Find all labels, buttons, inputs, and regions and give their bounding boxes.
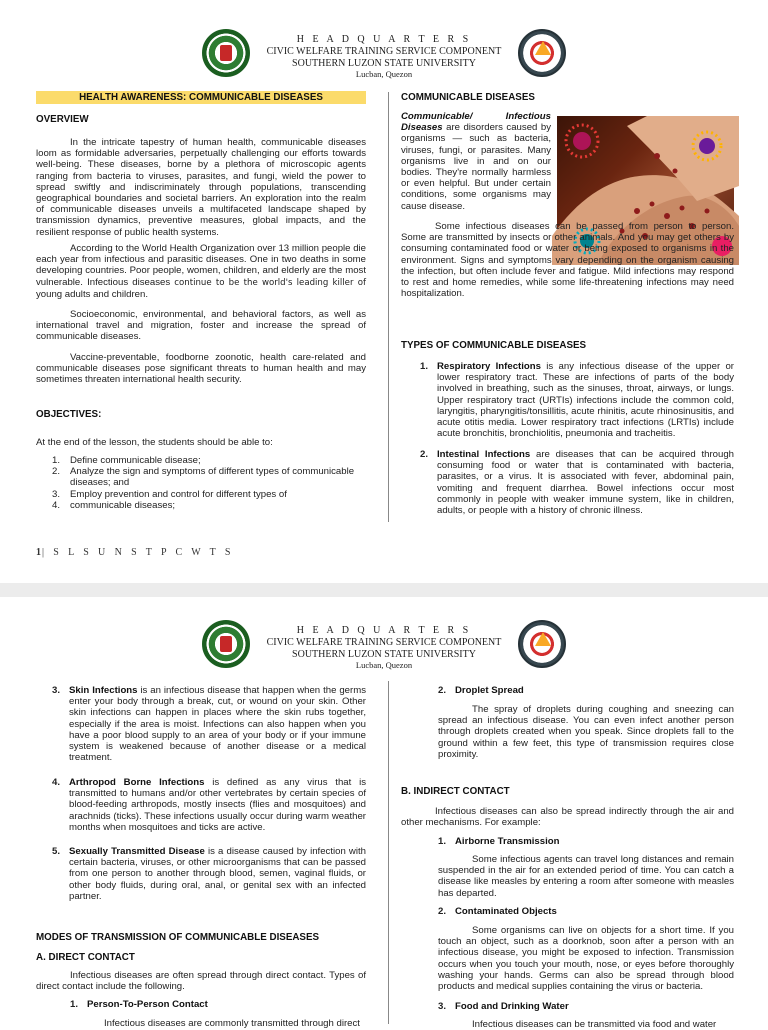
overview-paragraph-3: Socioeconomic, environmental, and behavioral factors, as well as international travel and migration, foster and increase the spread of communicable diseases. <box>36 309 366 343</box>
direct-contact-heading: A. DIRECT CONTACT <box>36 952 135 963</box>
header-line-1: H E A D Q U A R T E R S <box>296 34 472 45</box>
list-item <box>52 489 366 500</box>
cd-definition-text: are disorders caused by organisms — such as bacteria, viruses, fungi, or parasites. Many organisms live in and on our bodies. They're normally harmless or even helpful. But under certain conditions, some organisms may cause disease. <box>401 122 551 212</box>
column-divider <box>388 92 389 522</box>
item-title: Arthropod Borne Infections <box>69 777 205 788</box>
indirect-contact-paragraph: Infectious diseases can also be spread indirectly through the air and other mechanisms. For example: <box>401 806 734 829</box>
header-line-4: Lucban, Quezon <box>355 660 413 670</box>
header-line-1: H E A D Q U A R T E R S <box>296 625 472 636</box>
header-line-3: SOUTHERN LUZON STATE UNIVERSITY <box>292 648 476 660</box>
list-item <box>52 466 366 488</box>
header-text <box>250 625 518 671</box>
overview-paragraph-2 <box>36 243 366 300</box>
item-number: 2. <box>438 685 447 696</box>
list-number: 4. <box>52 499 61 511</box>
item-number: 4. <box>52 777 61 788</box>
item-number: 1. <box>70 999 79 1010</box>
column-divider <box>388 681 389 1024</box>
list-item <box>52 500 366 511</box>
list-text: Employ prevention and control for different types of <box>70 488 287 500</box>
list-text: communicable diseases; <box>70 499 176 511</box>
item-number: 3. <box>438 1001 447 1012</box>
list-number: 2. <box>52 466 61 478</box>
header-line-4: Lucban, Quezon <box>355 69 413 79</box>
page-header <box>0 591 768 673</box>
overview-p2-text-c: young adults and children. <box>36 288 149 300</box>
indirect-item-airborne-text: Some infectious agents can travel long distances and remain suspended in the air for an extended period of time. You can catch a disease like measles by entering a room after someone with measles has departed. <box>438 854 734 899</box>
indirect-item-objects-text: Some organisms can live on objects for a short time. If you touch an object, such as a doorknob, soon after a person with an infectious disease, you might be exposed to infection. Transmission occurs when you touch your mouth, nose, or eyes before thoroughly washing your hands. Germs can also be spread through blood products and medical supplies containing the virus or bacteria. <box>438 925 734 993</box>
item-title: Contaminated Objects <box>455 906 557 917</box>
item-title: Droplet Spread <box>455 685 524 696</box>
indirect-item-food-text: Infectious diseases can be transmitted via food and water <box>472 1019 717 1030</box>
direct-item-person <box>70 999 366 1010</box>
nstp-logo <box>518 620 566 668</box>
item-number: 5. <box>52 846 61 857</box>
page-footer <box>36 547 234 559</box>
direct-item-droplet-text: The spray of droplets during coughing and sneezing can spread an infectious disease. You can even infect another person through droplets created when you speak. Since droplets fall to the ground within a few feet, this type of transmission requires close proximity. <box>438 704 734 760</box>
indirect-item-objects <box>438 906 734 917</box>
overview-p2-text-a: According to the World Health Organization over 13 million people die each year from infectious and parasitic diseases. One in two deaths in some developing countries. Poor people, women, children, and elderly are the most vulnerable. Infectious diseases <box>36 243 366 288</box>
page-number: 1 <box>36 547 42 558</box>
cd-term: Communicable/ Infectious Diseases <box>401 111 551 134</box>
list-text: Analyze the sign and symptoms of different types of communicable diseases; and <box>70 466 355 489</box>
item-title: Person-To-Person Contact <box>87 999 208 1010</box>
header-line-2: CIVIC WELFARE TRAINING SERVICE COMPONENT <box>266 637 502 648</box>
item-title: Intestinal Infections <box>437 449 531 460</box>
university-seal-logo <box>202 620 250 668</box>
list-text: Define communicable disease; <box>70 455 201 466</box>
list-number: 1. <box>52 455 61 466</box>
indirect-contact-heading: B. INDIRECT CONTACT <box>401 786 510 797</box>
item-text: are diseases that can be acquired through consuming food or water that is contaminated with bacteria, parasites, or a virus. It is associated with fever, abdominal pain, vomiting and frequent diarrhea. Bowel infections occur most commonly in people with weaker immune system, like in children, adults, or people with a history of chronic illness. <box>437 449 734 517</box>
header-line-3: SOUTHERN LUZON STATE UNIVERSITY <box>292 57 476 69</box>
cd-transmission-paragraph: Some infectious diseases can be passed from person to person. Some are transmitted by insects or other animals. And you may get others by consuming contaminated food or water or being exposed to organisms in the environment. Signs and symptoms vary depending on the organism causing the infection, but often include fever and fatigue. Mild infections may respond to rest and home remedies, while some life-threatening infections may need hospitalization. <box>401 221 734 300</box>
item-title: Airborne Transmission <box>455 836 560 847</box>
direct-contact-paragraph: Infectious diseases are often spread through direct contact. Types of direct contact include the following. <box>36 970 366 993</box>
page-header <box>0 0 768 82</box>
item-number: 3. <box>52 685 61 696</box>
title-banner: HEALTH AWARENESS: COMMUNICABLE DISEASES <box>36 91 366 104</box>
type-item-skin <box>52 685 366 764</box>
overview-p2-text-b: continue to be the world's leading killer of <box>174 277 366 288</box>
item-text: is any infectious disease of the upper or lower respiratory tract. These are infections of parts of the body involved in breathing, such as the sinuses, throat, airways, or lungs. Upper respiratory tract (URTIs) infections include the common cold, laryngitis, pharyngitis/tonsillitis, acute rhinitis, acute rhinosinusitis, and acute otitis media. Lower respiratory tract infections (LRTIs) include acute bronchitis, bronchiolitis, pneumonia and tracheitis. <box>437 361 734 440</box>
footer-text: | S L S U N S T P C W T S <box>42 547 234 558</box>
item-number: 2. <box>438 906 447 917</box>
cd-definition-paragraph <box>401 111 551 212</box>
item-title: Food and Drinking Water <box>455 1001 569 1012</box>
item-title: Sexually Transmitted Disease <box>69 846 205 857</box>
item-number: 1. <box>438 836 447 847</box>
type-item-respiratory <box>420 361 734 440</box>
item-text: is defined as any virus that is transmitted to humans and/or other vertebrates by certain species of blood-feeding arthropods, mostly insects (flies and mosquitoes) and arachnids (ticks). These infections usually occur during warm weather months when mosquitoes and ticks are active. <box>69 777 366 833</box>
direct-item-droplet <box>438 685 734 696</box>
overview-paragraph-1: In the intricate tapestry of human health, communicable diseases loom as formidable adversaries, perpetually challenging our efforts towards well-being. These diseases, borne by a plethora of microscopic agents ranging from bacteria to viruses, parasites, and fungi, wield the power to spread swiftly and indiscriminately through populations, transcending geographical boundaries and societal barriers. An exploration into the realm of communicable diseases unveils a multifaceted landscape shaped by transmission dynamics, preventive measures, global impacts, and the resilient response of public health systems. <box>36 137 366 238</box>
objectives-list <box>52 455 366 511</box>
type-item-std <box>52 846 366 902</box>
header-line-2: CIVIC WELFARE TRAINING SERVICE COMPONENT <box>266 46 502 57</box>
header-text <box>250 34 518 80</box>
type-item-arthropod <box>52 777 366 833</box>
types-heading: TYPES OF COMMUNICABLE DISEASES <box>401 340 587 351</box>
direct-item-person-text: Infectious diseases are commonly transmitted through direct <box>104 1018 360 1029</box>
objectives-intro: At the end of the lesson, the students should be able to: <box>36 437 273 448</box>
modes-heading: MODES OF TRANSMISSION OF COMMUNICABLE DISEASES <box>36 932 320 943</box>
item-title: Respiratory Infections <box>437 361 541 372</box>
objectives-heading: OBJECTIVES: <box>36 409 102 420</box>
type-item-intestinal <box>420 449 734 517</box>
overview-paragraph-4: Vaccine-preventable, foodborne zoonotic, health care-related and communicable diseases pose significant threats to human health and may sometimes threaten international health security. <box>36 352 366 386</box>
overview-heading: OVERVIEW <box>36 114 89 125</box>
list-number: 3. <box>52 488 61 500</box>
communicable-diseases-heading: COMMUNICABLE DISEASES <box>401 92 535 103</box>
indirect-item-food <box>438 1001 734 1012</box>
item-text: is an infectious disease that happen when the germs enter your body through a break, cut, or wound on your skin. Other skin infections can happen in places where the skin rubs together, especially if the area is moist. Infections can also happen when you have a poor blood supply to an area of your body or if your immune system is weakened because of another disease or a medical treatment. <box>69 685 366 764</box>
item-text: is a disease caused by infection with certain bacteria, viruses, or other microorganisms that can be passed from one person to another through blood, semen, vaginal fluids, or other body fluids, during oral, anal, or genital sex with an infected partner. <box>69 846 366 902</box>
item-number: 2. <box>420 449 429 460</box>
university-seal-logo <box>202 29 250 77</box>
nstp-logo <box>518 29 566 77</box>
item-title: Skin Infections <box>69 685 138 696</box>
list-item <box>52 455 366 466</box>
item-number: 1. <box>420 361 429 372</box>
document-page-2 <box>0 597 768 1030</box>
indirect-item-airborne <box>438 836 734 847</box>
